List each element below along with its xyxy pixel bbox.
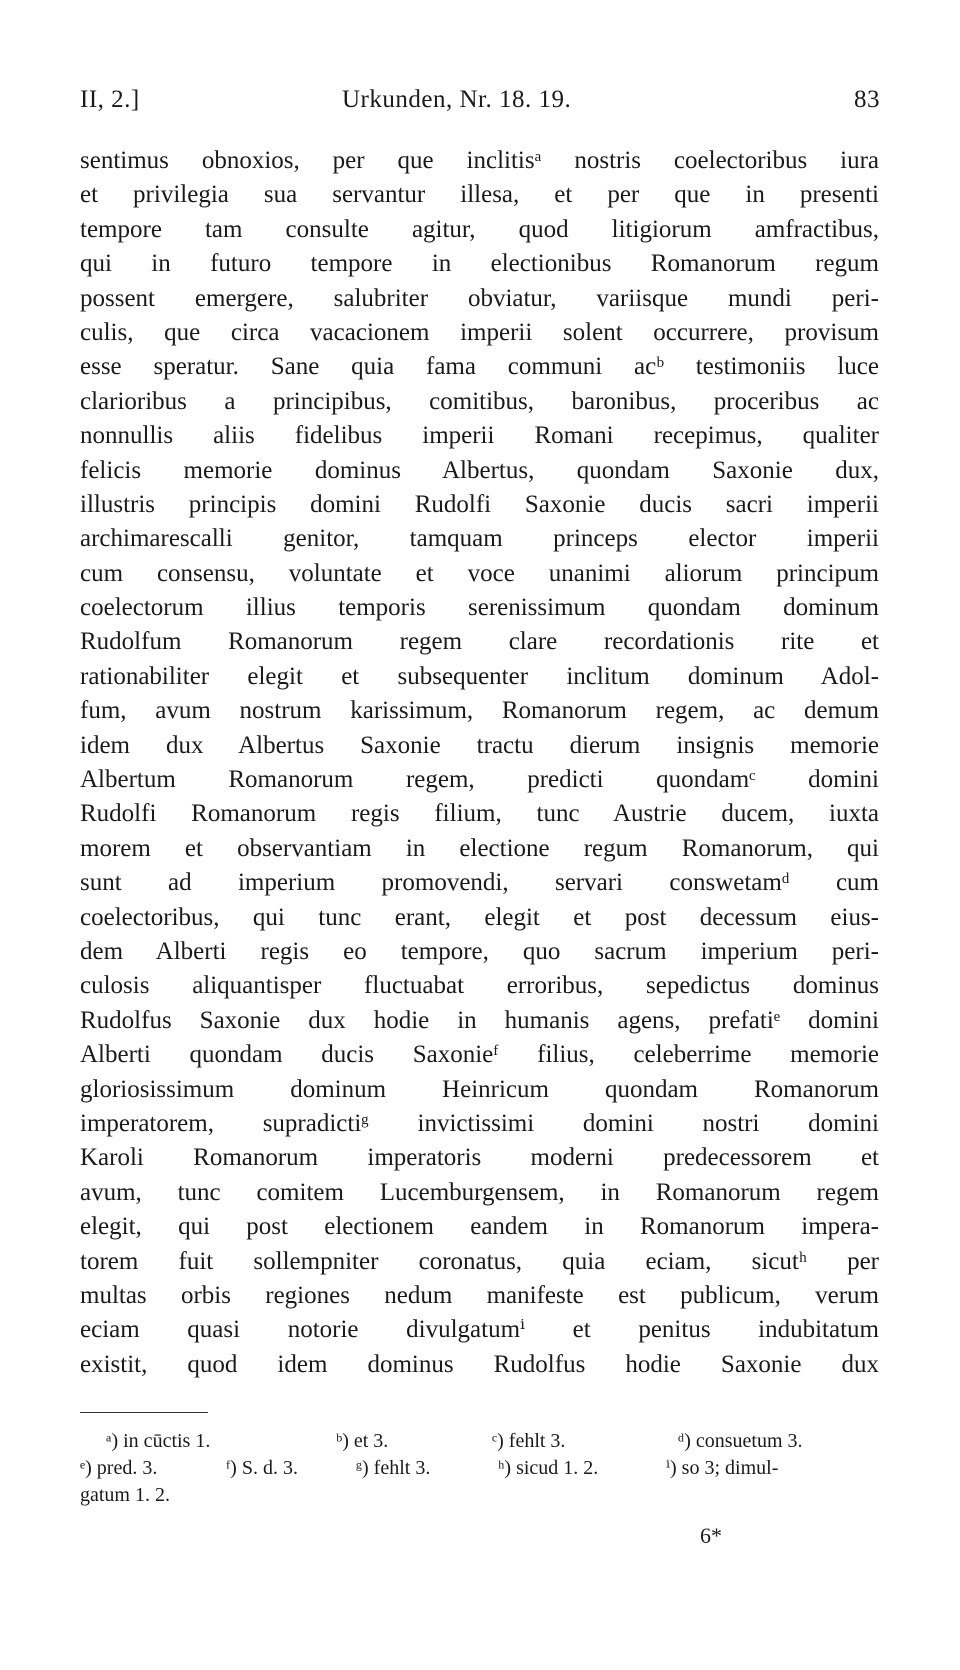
text-line: illustris principis domini Rudolfi Saxonie ducis sacri imperii xyxy=(80,490,879,518)
text-line: torem fuit sollempniter coronatus, quia eciam, sicutʰ per xyxy=(80,1247,879,1275)
footnote: gatum 1. 2. xyxy=(80,1484,170,1506)
text-line: clarioribus a principibus, comitibus, baronibus, proceribus ac xyxy=(80,387,879,415)
text-line: eciam quasi notorie divulgatumⁱ et penitus indubitatum xyxy=(80,1316,879,1344)
text-line: cum consensu, voluntate et voce unanimi aliorum principum xyxy=(80,559,879,587)
footnote: ᵉ) pred. 3. xyxy=(80,1457,158,1479)
text-line: esse speratur. Sane quia fama communi acᵇ testimoniis luce xyxy=(80,353,879,381)
footnote-line xyxy=(80,1428,879,1455)
text-line: archimarescalli genitor, tamquam princeps elector imperii xyxy=(80,525,879,553)
footnote-line xyxy=(80,1455,879,1482)
footnote: ᵇ) et 3. xyxy=(336,1430,389,1452)
page-number: 83 xyxy=(854,86,880,113)
running-header xyxy=(80,86,880,126)
footnote-rule xyxy=(80,1412,208,1413)
text-line: coelectoribus, qui tunc erant, elegit et post decessum eius- xyxy=(80,903,879,931)
footnote: ᶜ) fehlt 3. xyxy=(492,1430,566,1452)
text-line: existit, quod idem dominus Rudolfus hodie Saxonie dux xyxy=(80,1350,879,1378)
text-line: elegit, qui post electionem eandem in Romanorum impera- xyxy=(80,1213,879,1241)
running-title: Urkunden, Nr. 18. 19. xyxy=(342,86,572,113)
text-line: fum, avum nostrum karissimum, Romanorum regem, ac demum xyxy=(80,697,879,725)
text-line: idem dux Albertus Saxonie tractu dierum insignis memorie xyxy=(80,731,879,759)
text-line: dem Alberti regis eo tempore, quo sacrum imperium peri- xyxy=(80,937,879,965)
text-line: Rudolfi Romanorum regis filium, tunc Austrie ducem, iuxta xyxy=(80,800,879,828)
text-line: tempore tam consulte agitur, quod litigiorum amfractibus, xyxy=(80,215,879,243)
footnote: ᵈ) consuetum 3. xyxy=(678,1430,803,1452)
footnote-line xyxy=(80,1482,879,1509)
text-line: Rudolfum Romanorum regem clare recordationis rite et xyxy=(80,628,879,656)
footnotes xyxy=(80,1428,879,1509)
text-line: Albertum Romanorum regem, predicti quondamᶜ domini xyxy=(80,766,879,794)
signature-mark: 6* xyxy=(700,1523,722,1548)
text-line: coelectorum illius temporis serenissimum quondam dominum xyxy=(80,594,879,622)
footnote: ʰ) sicud 1. 2. xyxy=(498,1457,599,1479)
text-line: avum, tunc comitem Lucemburgensem, in Romanorum regem xyxy=(80,1178,879,1206)
text-line: qui in futuro tempore in electionibus Romanorum regum xyxy=(80,250,879,278)
text-line: nonnullis aliis fidelibus imperii Romani recepimus, qualiter xyxy=(80,422,879,450)
text-line: Alberti quondam ducis Saxonieᶠ filius, celeberrime memorie xyxy=(80,1041,879,1069)
text-line: et privilegia sua servantur illesa, et per que in presenti xyxy=(80,181,879,209)
text-line: culis, que circa vacacionem imperii solent occurrere, provisum xyxy=(80,318,879,346)
text-line: imperatorem, supradictiᵍ invictissimi domini nostri domini xyxy=(80,1109,879,1137)
main-text xyxy=(80,144,879,1382)
text-line: Karoli Romanorum imperatoris moderni predecessorem et xyxy=(80,1144,879,1172)
text-line: sentimus obnoxios, per que inclitisᵃ nostris coelectoribus iura xyxy=(80,147,879,174)
text-line: Rudolfus Saxonie dux hodie in humanis agens, prefatiᵉ domini xyxy=(80,1006,879,1034)
text-line: rationabiliter elegit et subsequenter inclitum dominum Adol- xyxy=(80,662,879,690)
section-ref: II, 2.] xyxy=(80,86,140,113)
footnote: ⁱ) so 3; dimul- xyxy=(666,1457,779,1479)
text-line: sunt ad imperium promovendi, servari conswetamᵈ cum xyxy=(80,869,879,897)
footnote: ᵍ) fehlt 3. xyxy=(356,1457,431,1479)
text-line: possent emergere, salubriter obviatur, variisque mundi peri- xyxy=(80,284,879,312)
text-line: felicis memorie dominus Albertus, quondam Saxonie dux, xyxy=(80,456,879,484)
text-line: multas orbis regiones nedum manifeste est publicum, verum xyxy=(80,1281,879,1309)
text-line: morem et observantiam in electione regum Romanorum, qui xyxy=(80,834,879,862)
text-line: culosis aliquantisper fluctuabat erroribus, sepedictus dominus xyxy=(80,972,879,1000)
footnote: ᶠ) S. d. 3. xyxy=(226,1457,298,1479)
footnote: ᵃ) in cūctis 1. xyxy=(106,1430,211,1452)
text-line: gloriosissimum dominum Heinricum quondam Romanorum xyxy=(80,1075,879,1103)
